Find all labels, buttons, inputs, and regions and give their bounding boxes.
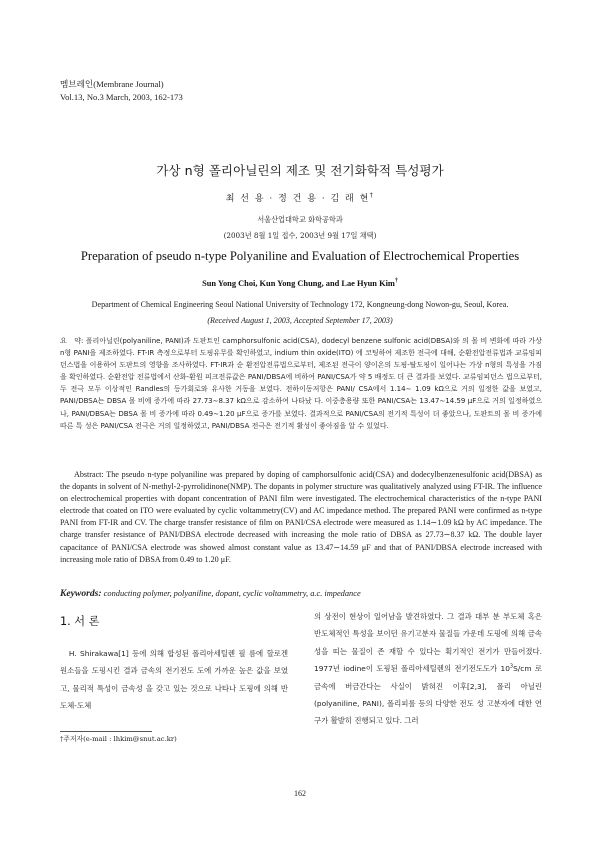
- journal-name: 멤브레인(Membrane Journal): [60, 79, 164, 89]
- korean-authors: [0, 191, 600, 204]
- korean-title: 가상 n형 폴리아닐린의 제조 및 전기화학적 특성평가: [156, 163, 444, 178]
- english-abstract-label: Abstract:: [74, 470, 104, 479]
- journal-volume-info: Vol.13, No.3 March, 2003, 162-173: [60, 91, 183, 102]
- footnote-email: †주저자(e-mail : lhkim@snut.ac.kr): [60, 735, 177, 743]
- keywords-label: Keywords:: [60, 588, 102, 599]
- body-column-left: [60, 645, 288, 715]
- body-right-part-b: S/cm 로 금속에 버금간다는 사실이 밝혀진 이후[2,3], 폴리 아닐린(polyaniline, PANI), 폴리피롤 등의 다양한 전도 성 고분자에 대한 연구가 활발히 진행되고 있다. 그러: [314, 664, 542, 726]
- keywords: [60, 588, 542, 600]
- conductivity-exponent: 3: [509, 663, 514, 670]
- footnote-rule: [60, 731, 152, 732]
- keywords-text: conducting polymer, polyaniline, dopant, cyclic voltammetry, a.c. impedance: [103, 589, 361, 598]
- korean-dates: (2003년 8월 1일 접수, 2003년 9월 17일 채택): [223, 231, 377, 240]
- korean-abstract: [60, 335, 542, 432]
- english-title: Preparation of pseudo n-type Polyaniline and Evaluation of Electrochemical Properties: [80, 249, 520, 263]
- body-right-part-a: 의 상전이 현상이 일어남을 발견하였다. 그 결과 대부 분 부도체 혹은 반도체적인 특성을 보이던 유기고분자 물질들 가운데 도핑에 의해 금속성을 띠는 물질이 존 재할 수 있다는 획기적인 전기가 만들어졌다. 1977년 iodine이 도핑된 폴리아세틸렌의 전기전도도가 10: [314, 612, 542, 674]
- body-column-right: [314, 608, 542, 730]
- english-author-names: Sun Yong Choi, Kun Yong Chung, and Lae Hyun Kim: [202, 278, 395, 288]
- english-abstract-text: The pseudo n-type polyaniline was prepared by doping of camphorsulfonic acid(CSA) and dodecylbenzenesulfonic acid(DBSA) as the dopants in solvent of N-methyl-2-pyrrolidinone(NMP). The dopants in polymer structure was qualitatively analyzed using FT-IR. The influence on electrochemical properties with dopant concentration of PANI film were investigated. The electrochemical characteristics of the n-type PANI electrode that coated on ITO were evaluated by cyclic voltammetry(CV) and AC impedance method. The prepared PANI were confirmed as n-type PANI from FT-IR and CV. The charge transfer resistance of film on PANI/CSA electrode were measured as 1.14∼1.09 kΩ by AC impedance. The charge transfer resistance of PANI/DBSA electrode decreased with increasing the mole ratio of DBSA as 27.73∼8.37 kΩ. The double layer capacitance of PANI/CSA electrode was showed almost constant value as 13.47∼14.59 μF and that of PANI/DBSA electrode increased with increasing mole ratio of DBSA from 0.49 to 1.20 μF.: [60, 470, 542, 564]
- korean-author-names: 최 선 용 · 정 건 용 · 김 래 현: [225, 194, 370, 204]
- corresponding-author-mark: †: [369, 192, 375, 199]
- english-authors: [0, 278, 600, 288]
- korean-abstract-text: 폴리아닐린(polyaniline, PANI)과 도판트인 camphorsulfonic acid(CSA), dodecyl benzene sulfonic acid(DBSA)와 의 몰 비 변화에 따라 가상 n형 PANI을 제조하였다. FT-IR 측정으로부터 도핑유무를 확인하였고, indium thin oxide(ITO) 에 코팅하여 제조한 전극에 대해, 순환전압전류법과 교류임피던스법을 이용하여 도판트의 영향을 조사하였다. FT-IR과 순 환전압전류법으로부터, 제조된 전극이 양이온의 도핑-탈도핑이 일어나는 가상 n형의 특성을 가짐을 확인하였다. 순환전압 전류법에서 산화-환원 피크전류값은 PANI/DBSA에 비하여 PANI/CSA가 약 5 배정도 더 큰 결과를 보였다. 교류임피던스 법으로부터, 두 전극 모두 이상적인 Randles의 등가회로와 유사한 거동을 보였다. 전하이동저항은 PANI/ CSA에서 1.14∼ 1.09 kΩ으로 거의 일정한 값을 보였고, PANI/DBSA는 DBSA 몰 비에 증가에 따라 27.73∼8.37 kΩ으로 감소하여 나타났 다. 이중층용량 또한 PANI/CSA는 13.47∼14.59 μF으로 거의 일정하였으나, PANI/DBSA는 DBSA 몰 비 증가에 따라 0.49∼1.20 μF으로 증가를 보였다. 결과적으로 PANI/CSA의 전기적 특성이 더 좋았으나, 도판트의 몰 비 증가에 따른 특 성은 PANI/CSA 전극은 거의 일정하였고, PANI/DBSA 전극은 전기적 활성이 좋아짐을 알 수 있었다.: [60, 337, 542, 430]
- journal-header: [60, 78, 183, 103]
- english-corresponding-mark: †: [394, 278, 398, 284]
- body-paragraph-left: H. Shirakawa[1] 등에 의해 합성된 폴리아세틸렌 필 름에 할로겐 원소들을 도핑시킨 결과 금속의 전기전도 도에 가까운 높은 값을 보였고, 물리적 특성이 금속성 을 갖고 있는 것으로 나타나 도핑에 의해 반도체-도체: [60, 649, 288, 711]
- korean-abstract-label: 요 약:: [60, 337, 84, 345]
- page-number: 162: [294, 789, 306, 798]
- english-abstract: [60, 469, 542, 566]
- received-accepted-dates: (Received August 1, 2003, Accepted September 17, 2003): [207, 316, 393, 325]
- english-affiliation: Department of Chemical Engineering Seoul National University of Technology 172, Kongneung-dong Nowon-gu, Seoul, Korea.: [91, 300, 509, 309]
- body-paragraph-right: [314, 608, 542, 730]
- korean-affiliation: 서울산업대학교 화학공학과: [257, 215, 343, 224]
- section-heading-introduction: 1. 서 론: [60, 615, 100, 628]
